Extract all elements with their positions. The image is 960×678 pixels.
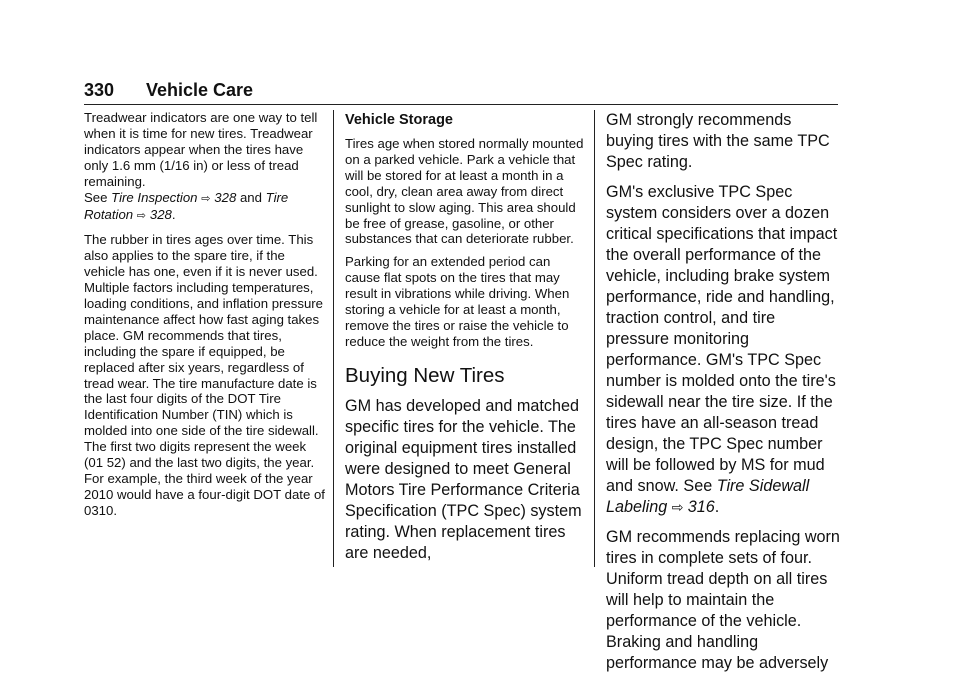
- header-rule: [84, 104, 838, 105]
- section-title: Vehicle Care: [146, 80, 254, 100]
- column-1: [84, 110, 326, 519]
- tire-aging-paragraph: The rubber in tires ages over time. This also applies to the spare tire, if the vehicle has one, even if it is never used. Multiple factors including temperatures, loading conditions, and inflation pressure maintenance affect how fast aging takes place. GM recommends that tires, including the spare if equipped, be replaced after six years, regardless of tread wear. The tire manufacture date is the last four digits of the DOT Tire Identification Number (TIN) which is molded into one side of the tire sidewall. The first two digits represent the week (01 52) and the last two digits, the year. For example, the third week of the year 2010 would have a four-digit DOT date of 0310.: [84, 232, 325, 518]
- buying-paragraph: GM has developed and matched specific tires for the vehicle. The original equipment tires installed were designed to meet General Motors Tire Performance Criteria Specification (TPC Spec) system rating. When replacement tires are needed,: [345, 396, 582, 562]
- tire-sidewall-labeling-page[interactable]: 316: [687, 498, 715, 516]
- tire-rotation-page[interactable]: 328: [149, 207, 172, 223]
- column-3: [606, 110, 842, 674]
- storage-paragraph-2: Parking for an extended period can cause flat spots on the tires that may result in vibrations while driving. When storing a vehicle for at least a month, remove the tires or raise the vehicle to reduce the weight from the tires.: [345, 254, 570, 349]
- column-2: [345, 110, 587, 564]
- buying-new-tires-heading: Buying New Tires: [345, 363, 505, 387]
- see-also-line: See Tire Inspection ⇨ 328 and Tire Rotation ⇨ 328.: [84, 189, 289, 223]
- tpc-spec-text: GM's exclusive TPC Spec system considers over a dozen critical specifications that impact the overall performance of the vehicle, including brake system performance, ride and handling, traction control, and tire pressure monitoring performance. GM's TPC Spec number is molded onto the tire's sidewall near the tire size. If the tires have an all-season tread design, the TPC Spec number will be followed by MS for mud and snow. See: [606, 183, 838, 495]
- tire-inspection-page[interactable]: 328: [214, 189, 237, 205]
- column-divider-1: [333, 110, 334, 567]
- storage-paragraph-1: Tires age when stored normally mounted on a parked vehicle. Park a vehicle that will be stored for at least a month in a cool, dry, clean area away from direct sunlight to slow aging. This area should be free of grease, gasoline, or other substances that can deteriorate rubber.: [345, 136, 584, 247]
- and-text: and: [239, 189, 262, 205]
- tpc-recommend-paragraph: GM strongly recommends buying tires with the same TPC Spec rating.: [606, 111, 830, 171]
- see-prefix: See: [84, 189, 108, 205]
- tire-inspection-link[interactable]: Tire Inspection: [111, 189, 198, 205]
- tpc-spec-paragraph: GM's exclusive TPC Spec system considers over a dozen critical specifications that impact the overall performance of the vehicle, including brake system performance, ride and handling, traction control, and tire pressure monitoring performance. GM's TPC Spec number is molded onto the tire's sidewall near the tire size. If the tires have an all-season tread design, the TPC Spec number will be followed by MS for mud and snow. See Tire Sidewall Labeling ⇨ 316.: [606, 183, 838, 516]
- column-divider-2: [594, 110, 595, 567]
- page-header: [84, 80, 253, 101]
- treadwear-paragraph: Treadwear indicators are one way to tell when it is time for new tires. Treadwear indicators appear when the tires have only 1.6 mm (1/16 in) or less of tread remaining.: [84, 110, 318, 189]
- tire-sidewall-labeling-link[interactable]: Tire Sidewall Labeling: [606, 477, 810, 516]
- page-reference-arrow-icon: ⇨: [201, 192, 211, 205]
- page-number: 330: [84, 80, 115, 100]
- vehicle-storage-heading: Vehicle Storage: [345, 112, 453, 128]
- page-reference-arrow-icon: ⇨: [671, 500, 684, 515]
- page-reference-arrow-icon: ⇨: [136, 210, 147, 223]
- tire-rotation-link[interactable]: Tire Rotation: [84, 189, 289, 223]
- replace-worn-tires-paragraph: GM recommends replacing worn tires in complete sets of four. Uniform tread depth on all tires will help to maintain the performance of the vehicle. Braking and handling performance may be adversely: [606, 528, 840, 672]
